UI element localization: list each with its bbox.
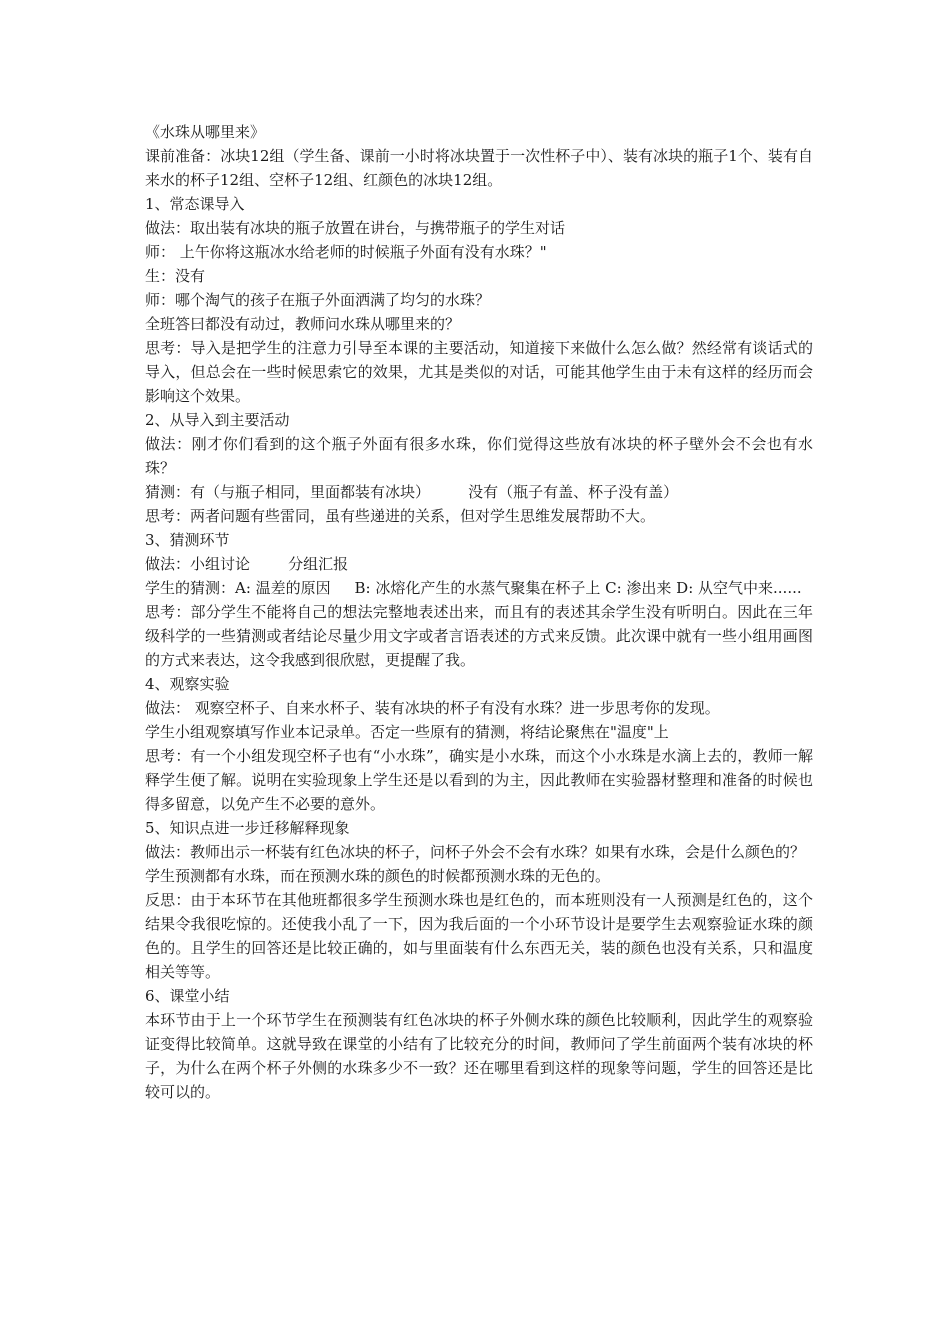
dialogue-line: 生：没有 xyxy=(145,267,206,285)
section-heading-2: 2、从导入到主要活动 xyxy=(145,411,290,429)
method-paragraph: 做法：教师出示一杯装有红色冰块的杯子，问杯子外会不会有水珠？如果有水珠，会是什么颜色的？ xyxy=(145,843,806,861)
section-heading-4: 4、观察实验 xyxy=(145,675,230,693)
dialogue-line: 师： 上午你将这瓶冰水给老师的时候瓶子外面有没有水珠？" xyxy=(145,243,547,261)
section-heading-5: 5、知识点进一步迁移解释现象 xyxy=(145,819,350,837)
guess-line: 猜测：有（与瓶子相同，里面都装有冰块） 没有（瓶子有盖、杯子没有盖） xyxy=(145,483,679,501)
reflection-paragraph: 思考：导入是把学生的注意力引导至本课的主要活动，知道接下来做什么怎么做？然经常有谈话式的导入，但总会在一些时候思索它的效果，尤其是类似的对话，可能其他学生由于未有这样的经历而会影响这个效果。 xyxy=(145,339,813,405)
method-paragraph: 做法：刚才你们看到的这个瓶子外面有很多水珠，你们觉得这些放有冰块的杯子壁外会不会也有水珠？ xyxy=(145,435,813,477)
section-heading-1: 1、常态课导入 xyxy=(145,195,245,213)
dialogue-line: 师：哪个淘气的孩子在瓶子外面洒满了均匀的水珠？ xyxy=(145,291,491,309)
method-line: 做法：小组讨论 分组汇报 xyxy=(145,555,349,573)
dialogue-line: 全班答曰都没有动过，教师问水珠从哪里来的？ xyxy=(145,315,461,333)
method-line: 做法： 观察空杯子、自来水杯子、装有冰块的杯子有没有水珠？进一步思考你的发现。 xyxy=(145,699,720,717)
observation-line: 学生小组观察填写作业本记录单。否定一些原有的猜测，将结论聚焦在"温度"上 xyxy=(145,723,669,741)
reflection-paragraph: 思考：两者问题有些雷同，虽有些递进的关系，但对学生思维发展帮助不大。 xyxy=(145,507,656,525)
document-title: 《水珠从哪里来》 xyxy=(145,123,266,141)
section-heading-6: 6、课堂小结 xyxy=(145,987,230,1005)
method-line: 做法：取出装有冰块的瓶子放置在讲台，与携带瓶子的学生对话 xyxy=(145,219,566,237)
prediction-line: 学生预测都有水珠，而在预测水珠的颜色的时候都预测水珠的无色的。 xyxy=(145,867,611,885)
reflection-paragraph: 反思：由于本环节在其他班都很多学生预测水珠也是红色的，而本班则没有一人预测是红色的，这个结果令我很吃惊的。还使我小乱了一下，因为我后面的一个小环节设计是要学生去观察验证水珠的颜色的。且学生的回答还是比较正确的，如与里面装有什么东西无关，装的颜色也没有关系，只和温度相关等等。 xyxy=(145,891,813,981)
section-heading-3: 3、猜测环节 xyxy=(145,531,230,549)
reflection-paragraph: 思考：部分学生不能将自己的想法完整地表述出来，而且有的表述其余学生没有听明白。因此在三年级科学的一些猜测或者结论尽量少用文字或者言语表述的方式来反馈。此次课中就有一些小组用画图的方式来表达，这令我感到很欣慰，更提醒了我。 xyxy=(145,603,813,669)
summary-paragraph: 本环节由于上一个环节学生在预测装有红色冰块的杯子外侧水珠的颜色比较顺利，因此学生的观察验证变得比较简单。这就导致在课堂的小结有了比较充分的时间，教师问了学生前面两个装有冰块的杯子，为什么在两个杯子外侧的水珠多少不一致？还在哪里看到这样的现象等问题，学生的回答还是比较可以的。 xyxy=(145,1011,813,1101)
student-guess-paragraph: 学生的猜测：A: 温差的原因 B: 冰熔化产生的水蒸气聚集在杯子上 C: 渗出来 D: 从空气中来...... xyxy=(145,579,802,597)
reflection-paragraph: 思考：有一个小组发现空杯子也有“小水珠”，确实是小水珠，而这个小水珠是水滴上去的，教师一解释学生便了解。说明在实验现象上学生还是以看到的为主，因此教师在实验器材整理和准备的时候也得多留意，以免产生不必要的意外。 xyxy=(145,747,813,813)
preparation-paragraph: 课前准备：冰块12组（学生备、课前一小时将冰块置于一次性杯子中）、装有冰块的瓶子1个、装有自来水的杯子12组、空杯子12组、红颜色的冰块12组。 xyxy=(145,147,813,189)
document-body xyxy=(145,120,813,1104)
